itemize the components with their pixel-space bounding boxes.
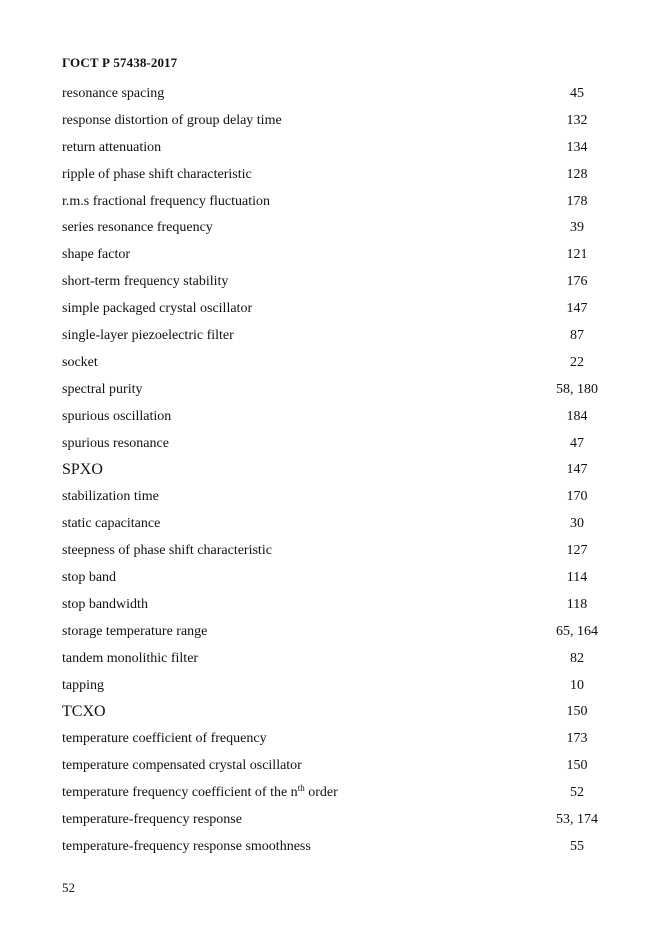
entry-page-ref: 39 [570,220,584,236]
index-entry [62,810,622,837]
entry-term: spurious oscillation [62,408,172,424]
index-entry [62,676,622,703]
entry-page-ref: 147 [566,301,588,317]
entry-term [62,783,338,803]
entry-term: temperature compensated crystal oscillator [62,758,302,774]
entry-term: tapping [62,677,104,693]
index-entry [62,407,622,434]
document-header: ГОСТ Р 57438-2017 [62,55,178,70]
entry-page-ref: 65, 164 [556,623,598,639]
entry-term-superscript: th [297,783,305,794]
index-entry [62,622,622,649]
entry-page-ref: 47 [570,435,584,451]
entry-page-ref: 173 [566,731,588,747]
index-entry [62,514,622,541]
entry-page-ref: 170 [566,489,588,505]
entry-page-ref: 52 [570,785,584,801]
entry-term: stabilization time [62,489,159,505]
page-number: 52 [62,880,75,895]
index-entry [62,568,622,595]
index-entry [62,649,622,676]
index-entry [62,434,622,461]
entry-term-suffix: order [304,785,338,801]
entry-page-ref: 30 [570,516,584,532]
index-entry [62,380,622,407]
entry-page-ref: 176 [566,274,588,290]
entry-page-ref: 45 [570,86,584,101]
entry-page-ref: 82 [570,650,584,666]
entry-term: resonance spacing [62,86,165,101]
entry-term: socket [62,354,98,370]
index-entry [62,460,622,487]
entry-term: stop band [62,570,117,586]
index-entry [62,218,622,245]
index-entry [62,487,622,514]
index-entry [62,702,622,729]
entry-page-ref: 127 [566,543,588,559]
entry-page-ref: 121 [566,247,588,263]
entry-term: static capacitance [62,516,161,532]
index-entry [62,837,622,864]
entry-term: temperature coefficient of frequency [62,731,267,747]
entry-page-ref: 150 [566,758,588,774]
entry-page-ref: 53, 174 [556,812,598,828]
index-entries [62,84,622,864]
entry-page-ref: 55 [570,838,584,854]
entry-term: temperature-frequency response smoothness [62,838,311,854]
entry-term: stop bandwidth [62,596,148,612]
entry-term: spurious resonance [62,435,169,451]
entry-term: series resonance frequency [62,220,213,236]
index-entry [62,756,622,783]
entry-term: tandem monolithic filter [62,650,199,666]
index-entry [62,595,622,622]
entry-term: SPXO [62,461,103,479]
entry-page-ref: 87 [570,328,584,344]
entry-page-ref: 58, 180 [556,381,598,397]
entry-term: steepness of phase shift characteristic [62,543,272,559]
entry-page-ref: 184 [566,408,588,424]
entry-term: TCXO [62,703,106,721]
entry-term: return attenuation [62,139,162,155]
index-entry [62,326,622,353]
index-entry [62,245,622,272]
entry-term: ripple of phase shift characteristic [62,166,252,182]
index-entry [62,192,622,219]
entry-page-ref: 134 [566,139,588,155]
index-entry [62,111,622,138]
index-entry [62,165,622,192]
index-entry [62,84,622,111]
index-entry [62,783,622,810]
entry-page-ref: 147 [566,462,588,478]
entry-term: short-term frequency stability [62,274,229,290]
entry-term: temperature-frequency response [62,812,242,828]
entry-page-ref: 10 [570,677,584,693]
index-entry [62,272,622,299]
entry-page-ref: 178 [566,193,588,209]
entry-page-ref: 150 [566,704,588,720]
entry-term: r.m.s fractional frequency fluctuation [62,193,270,209]
entry-term: storage temperature range [62,623,208,639]
entry-page-ref: 114 [566,570,588,586]
index-entry [62,299,622,326]
index-entry [62,353,622,380]
entry-term: spectral purity [62,381,143,397]
entry-page-ref: 128 [566,166,588,182]
entry-term: response distortion of group delay time [62,112,282,128]
index-entry [62,729,622,756]
index-entry [62,138,622,165]
entry-page-ref: 118 [566,596,588,612]
entry-term: single-layer piezoelectric filter [62,328,234,344]
entry-page-ref: 132 [566,112,588,128]
entry-term-text: temperature frequency coefficient of the n [62,785,298,801]
index-entry [62,541,622,568]
entry-page-ref: 22 [570,354,584,370]
entry-term: shape factor [62,247,131,263]
entry-term: simple packaged crystal oscillator [62,301,253,317]
